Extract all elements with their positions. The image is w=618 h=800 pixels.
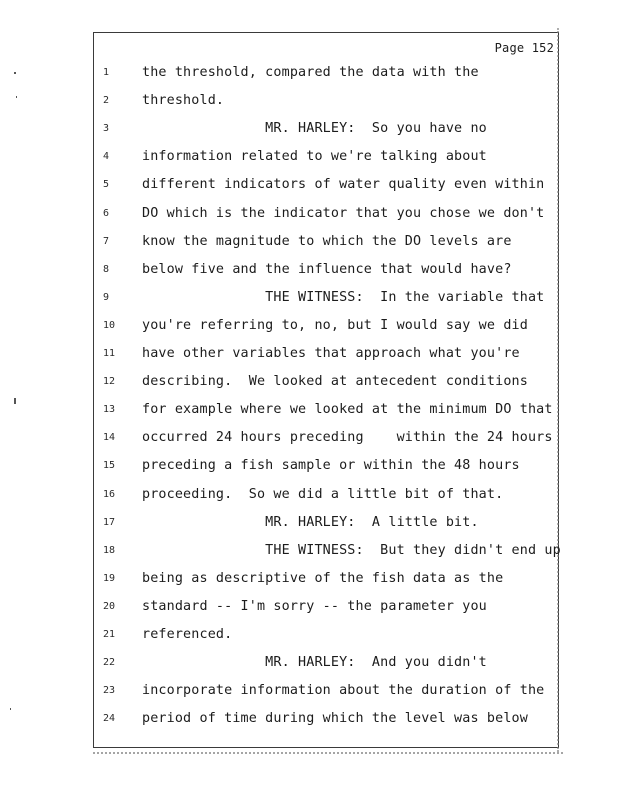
transcript-line: you're referring to, no, but I would say we did <box>142 317 528 333</box>
line-number: 7 <box>103 235 110 247</box>
page-number: Page 152 <box>494 41 554 55</box>
line-number: 23 <box>103 685 116 697</box>
transcript-line: THE WITNESS: But they didn't end up <box>142 542 561 558</box>
transcript-line: incorporate information about the duration of the <box>142 683 545 699</box>
line-number: 11 <box>103 348 116 359</box>
transcript-line: MR. HARLEY: So you have no <box>142 121 487 137</box>
scan-speck <box>10 708 11 710</box>
transcript-line: have other variables that approach what you're <box>142 346 520 361</box>
transcript-line: being as descriptive of the fish data as the <box>142 570 504 586</box>
line-number: 12 <box>103 376 116 388</box>
line-number: 6 <box>103 207 110 219</box>
transcript-line: MR. HARLEY: And you didn't <box>142 655 487 671</box>
line-number: 13 <box>103 404 116 416</box>
line-number: 8 <box>103 263 110 275</box>
line-number: 19 <box>103 572 116 584</box>
transcript-line: DO which is the indicator that you chose we don't <box>142 205 545 221</box>
transcript-line: standard -- I'm sorry -- the parameter you <box>142 598 487 614</box>
transcript-line: occurred 24 hours preceding within the 24 hours <box>142 430 553 446</box>
line-number: 20 <box>103 600 116 612</box>
line-number: 17 <box>103 516 116 528</box>
line-number: 14 <box>103 432 116 444</box>
line-number: 24 <box>103 713 116 725</box>
transcript-line: for example where we looked at the minimum DO that <box>142 402 553 418</box>
transcript-line: the threshold, compared the data with the <box>142 65 479 80</box>
transcript-line: different indicators of water quality even within <box>142 177 545 193</box>
line-number: 4 <box>103 151 110 163</box>
transcript-line: threshold. <box>142 93 225 109</box>
line-number: 18 <box>103 544 116 556</box>
line-number: 3 <box>103 123 110 135</box>
line-number: 9 <box>103 291 110 303</box>
transcript-line: MR. HARLEY: A little bit. <box>142 514 479 530</box>
transcript-line: referenced. <box>142 627 233 642</box>
line-number: 2 <box>103 95 110 107</box>
line-number: 16 <box>103 488 116 500</box>
line-number: 5 <box>103 179 110 191</box>
line-number: 21 <box>103 629 116 640</box>
transcript-line: THE WITNESS: In the variable that <box>142 289 545 305</box>
line-number: 15 <box>103 460 116 472</box>
transcript-line: preceding a fish sample or within the 48 hours <box>142 458 520 474</box>
scan-edge-right <box>557 28 565 752</box>
scan-edge-bottom <box>93 749 563 754</box>
scan-speck <box>16 96 17 98</box>
scan-speck <box>14 72 16 74</box>
transcript-line: know the magnitude to which the DO levels are <box>142 233 512 249</box>
transcript-line: describing. We looked at antecedent conditions <box>142 374 528 390</box>
line-number: 1 <box>103 67 110 78</box>
line-number: 10 <box>103 319 116 331</box>
transcript-line: proceeding. So we did a little bit of that. <box>142 486 504 502</box>
transcript-line: below five and the influence that would have? <box>142 261 512 277</box>
transcript-line: information related to we're talking about <box>142 149 487 165</box>
scan-speck <box>14 398 16 404</box>
line-number: 22 <box>103 657 116 669</box>
transcript-line: period of time during which the level was below <box>142 711 528 727</box>
